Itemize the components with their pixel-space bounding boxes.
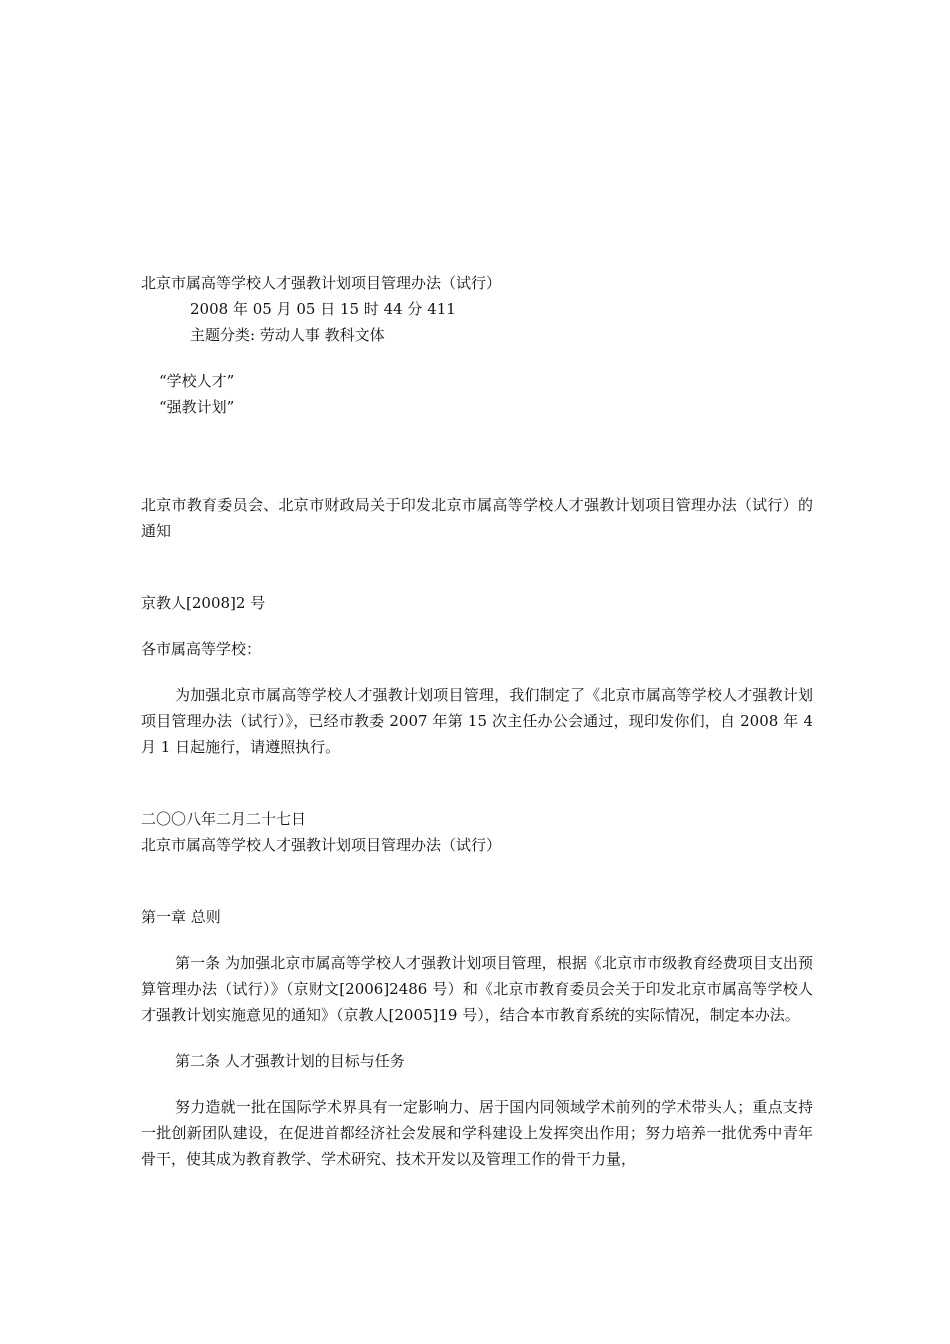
- keyword-strong-education: “强教计划”: [159, 398, 235, 416]
- spacer: [141, 760, 813, 806]
- article-2-body: 努力造就一批在国际学术界具有一定影响力、居于国内同领域学术前列的学术带头人；重点支持一批创新团队建设，在促进首都经济社会发展和学科建设上发挥突出作用；努力培养一批优秀中青年骨干，使其成为教育教学、学术研究、技术开发以及管理工作的骨干力量，: [141, 1098, 813, 1168]
- topic-category: 主题分类: 劳动人事 教科文体: [190, 326, 385, 344]
- chapter-heading: 第一章 总则: [141, 908, 221, 926]
- notice-body: 为加强北京市属高等学校人才强教计划项目管理，我们制定了《北京市属高等学校人才强教计划项目管理办法（试行）》，已经市教委 2007 年第 15 次主任办公会通过，现印发你们，自 2008 年 4 月 1 日起施行，请遵照执行。: [141, 686, 813, 756]
- article-2-heading: 第二条 人才强教计划的目标与任务: [175, 1052, 405, 1070]
- spacer: [141, 420, 813, 492]
- spacer: [141, 1028, 813, 1048]
- notice-addressee: 各市属高等学校：: [141, 640, 262, 658]
- article-1: 第一条 为加强北京市属高等学校人才强教计划项目管理，根据《北京市市级教育经费项目支出预算管理办法（试行）》（京财文[2006]2486 号）和《北京市教育委员会关于印发北京市属高等学校人才强教计划实施意见的通知》（京教人[2005]19 号），结合本市教育系统的实际情况，制定本办法。: [141, 954, 813, 1024]
- document-title: 北京市属高等学校人才强教计划项目管理办法（试行）: [141, 274, 502, 292]
- document-page: [141, 270, 813, 1172]
- spacer: [141, 544, 813, 590]
- spacer: [141, 858, 813, 904]
- publish-datetime: 2008 年 05 月 05 日 15 时 44 分 411: [190, 300, 456, 318]
- notice-date: 二〇〇八年二月二十七日: [141, 810, 307, 828]
- spacer: [141, 616, 813, 636]
- notice-doc-number: 京教人[2008]2 号: [141, 594, 266, 612]
- notice-title: 北京市教育委员会、北京市财政局关于印发北京市属高等学校人才强教计划项目管理办法（试行）的通知: [141, 496, 813, 540]
- spacer: [141, 348, 813, 368]
- spacer: [141, 662, 813, 682]
- keyword-school-talent: “学校人才”: [159, 372, 235, 390]
- spacer: [141, 930, 813, 950]
- spacer: [141, 1074, 813, 1094]
- regulation-title: 北京市属高等学校人才强教计划项目管理办法（试行）: [141, 836, 502, 854]
